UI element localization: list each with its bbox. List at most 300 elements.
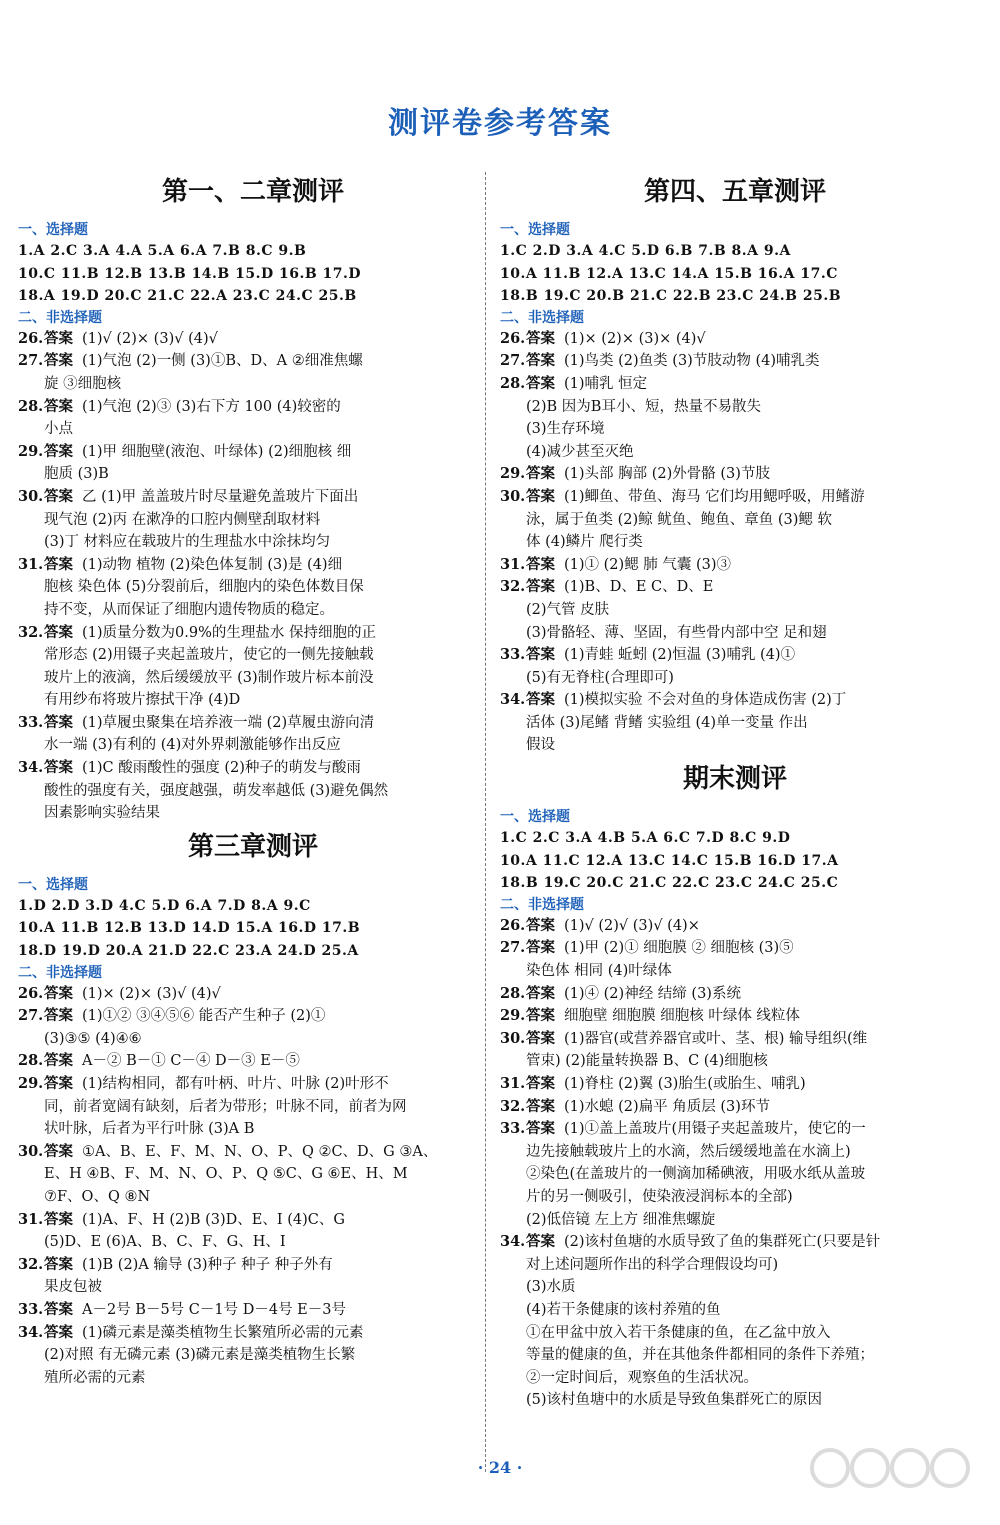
answer-line <box>18 1050 488 1073</box>
question-number <box>500 418 526 441</box>
question-number: 32. <box>18 623 44 641</box>
question-number: 34. <box>500 1233 526 1251</box>
question-number <box>500 599 526 622</box>
question-number: 27. <box>500 939 526 957</box>
question-number <box>500 667 526 690</box>
question-number <box>500 441 526 464</box>
answer-text: 常形态 (2)用镊子夹起盖玻片，使它的一侧先接触载 <box>44 647 374 664</box>
question-number: 26. <box>18 984 44 1002</box>
answer-text: (1)④ (2)神经 结缔 (3)系统 <box>564 985 741 1002</box>
nonchoice-section-label: 二、非选择题 <box>500 309 584 326</box>
choice-section-label: 一、选择题 <box>500 809 570 826</box>
answer-text: 酸性的强度有关，强度越强，萌发率越低 (3)避免偶然 <box>44 782 389 799</box>
answer-line <box>500 1322 970 1345</box>
question-number <box>18 667 44 690</box>
question-number <box>500 1050 526 1073</box>
answer-line <box>500 328 970 351</box>
answer-line <box>18 1005 488 1028</box>
question-number: 33. <box>18 713 44 731</box>
answer-line <box>18 1118 488 1141</box>
question-number <box>500 1299 526 1322</box>
answer-section <box>18 176 488 825</box>
answer-tag: 答案 <box>44 1255 73 1273</box>
question-number <box>18 1163 44 1186</box>
answer-line <box>18 396 488 419</box>
answer-line <box>500 1096 970 1119</box>
answer-text: 玻片上的液滴，然后缓缓放平 (3)制作玻片标本前没 <box>44 669 374 686</box>
answer-line <box>18 441 488 464</box>
answer-text: (1)器官(或营养器官或叶、茎、根) 输导组织(维 <box>564 1030 868 1047</box>
answer-text: (1)甲 (2)① 细胞膜 ② 细胞核 (3)⑤ <box>564 940 794 957</box>
choice-answers-line: 1.A 2.C 3.A 4.A 5.A 6.A 7.B 8.C 9.B <box>18 243 307 259</box>
answer-tag: 答案 <box>526 1075 555 1092</box>
answer-text: (1)脊柱 (2)翼 (3)胎生(或胎生、哺乳) <box>564 1076 806 1092</box>
answer-text: ①在甲盆中放入若干条健康的鱼，在乙盆中放入 <box>526 1324 831 1341</box>
answer-text: (2)B 因为B耳小、短，热量不易散失 <box>526 398 761 415</box>
answer-line <box>18 712 488 735</box>
question-number <box>18 509 44 532</box>
answer-line <box>500 644 970 667</box>
question-number <box>18 463 44 486</box>
answer-tag: 答案 <box>44 623 73 641</box>
answer-line <box>500 554 970 577</box>
answer-text: (1)质量分数为0.9%的生理盐水 保持细胞的正 <box>82 624 376 641</box>
answer-line <box>18 373 488 396</box>
answer-text: (3)生存环境 <box>526 421 605 438</box>
left-column <box>18 170 488 1389</box>
question-number <box>500 960 526 983</box>
answer-line <box>500 960 970 983</box>
answer-tag: 答案 <box>526 1120 555 1138</box>
answer-tag: 答案 <box>44 1075 73 1092</box>
answer-tag: 答案 <box>526 555 555 573</box>
answer-text: (5)D、E (6)A、B、C、F、G、H、I <box>44 1234 286 1251</box>
answer-text: (4)若干条健康的该村养殖的鱼 <box>526 1301 721 1318</box>
answer-text: (1)动物 植物 (2)染色体复制 (3)是 (4)细 <box>82 556 343 573</box>
answer-line <box>500 1367 970 1390</box>
answer-tag: 答案 <box>526 1097 555 1115</box>
answer-tag: 答案 <box>44 759 73 777</box>
answer-line <box>500 486 970 509</box>
answer-line <box>500 1186 970 1209</box>
answer-line <box>18 1028 488 1051</box>
answer-text: 管束) (2)能量转换器 B、C (4)细胞核 <box>526 1053 768 1070</box>
answer-text: E、H ④B、F、M、N、O、P、Q ⑤C、G ⑥E、H、M <box>44 1166 408 1183</box>
answer-text: 持不变，从而保证了细胞内遗传物质的稳定。 <box>44 601 334 618</box>
answer-text: 乙 (1)甲 盖盖玻片时尽量避免盖玻片下面出 <box>82 488 359 505</box>
question-number <box>500 1163 526 1186</box>
answer-text: ②一定时间后，观察鱼的生活状况。 <box>526 1369 758 1386</box>
answer-line <box>500 1209 970 1232</box>
answer-text: (1)头部 胸部 (2)外骨骼 (3)节肢 <box>564 466 770 483</box>
answer-line <box>500 1141 970 1164</box>
question-number <box>18 418 44 441</box>
question-number: 33. <box>500 1120 526 1138</box>
question-number: 32. <box>500 1097 526 1115</box>
answer-line <box>18 554 488 577</box>
question-number <box>500 622 526 645</box>
answer-tag: 答案 <box>526 1007 555 1025</box>
question-number <box>500 1389 526 1412</box>
question-number <box>500 712 526 735</box>
answer-line <box>500 937 970 960</box>
choice-answers-line: 10.A 11.C 12.A 13.C 14.C 15.B 16.D 17.A <box>500 852 839 869</box>
right-column <box>500 170 970 1412</box>
question-number <box>18 373 44 396</box>
answer-text: ⑦F、O、Q ⑧N <box>44 1188 151 1205</box>
answer-text: (3)骨骼轻、薄、坚固，有些骨内部中空 足和翅 <box>526 624 827 641</box>
answer-text: (1)C 酸雨酸性的强度 (2)种子的萌发与酸雨 <box>82 760 361 777</box>
answer-tag: 答案 <box>44 1210 73 1228</box>
answer-text: (1)B (2)A 输导 (3)种子 种子 种子外有 <box>82 1256 333 1273</box>
question-number <box>500 1367 526 1390</box>
answer-tag: 答案 <box>526 939 555 957</box>
chapter-title: 期末测评 <box>682 764 787 795</box>
answer-text: (1)√ (2)× (3)√ (4)√ <box>82 330 218 347</box>
question-number <box>500 1209 526 1232</box>
answer-line <box>500 1231 970 1254</box>
answer-line <box>18 1344 488 1367</box>
answer-line <box>18 802 488 825</box>
answer-text: (1)× (2)× (3)× (4)√ <box>564 330 706 347</box>
answer-tag: 答案 <box>44 397 73 415</box>
answer-section <box>18 831 488 1389</box>
answer-line <box>18 486 488 509</box>
answer-text: (3)丁 材料应在载玻片的生理盐水中涂抹均匀 <box>44 534 331 551</box>
question-number <box>18 1367 44 1390</box>
question-number <box>18 644 44 667</box>
bullet-right: · <box>511 1458 523 1477</box>
answer-tag: 答案 <box>526 1029 555 1047</box>
nonchoice-section-label: 二、非选择题 <box>18 309 102 326</box>
answer-tag: 答案 <box>526 984 555 1002</box>
choice-answers-line: 1.D 2.D 3.D 4.C 5.D 6.A 7.D 8.A 9.C <box>18 897 311 914</box>
choice-section-label: 一、选择题 <box>18 876 88 893</box>
answer-line <box>500 599 970 622</box>
answer-text: ①A、B、E、F、M、N、O、P、Q ②C、D、G ③A、 <box>82 1143 438 1160</box>
answer-tag: 答案 <box>44 1323 73 1341</box>
question-number: 28. <box>500 984 526 1002</box>
question-number: 29. <box>18 442 44 460</box>
answer-text: (1)①盖上盖玻片(用镊子夹起盖玻片，使它的一 <box>564 1121 866 1138</box>
answer-line <box>18 622 488 645</box>
answer-line <box>18 509 488 532</box>
answer-tag: 答案 <box>44 1052 73 1070</box>
question-number <box>18 1096 44 1119</box>
answer-text: (2)气管 皮肤 <box>526 601 610 618</box>
answer-line <box>18 328 488 351</box>
answer-text: ②染色(在盖玻片的一侧滴加稀碘液，用吸水纸从盖玻 <box>526 1166 866 1183</box>
question-number: 33. <box>18 1300 44 1318</box>
answer-line <box>500 531 970 554</box>
choice-answers-line: 1.C 2.C 3.A 4.B 5.A 6.C 7.D 8.C 9.D <box>500 830 791 847</box>
choice-answers-line: 10.A 11.B 12.B 13.D 14.D 15.A 16.D 17.B <box>18 920 361 937</box>
question-number: 28. <box>18 397 44 415</box>
question-number <box>500 509 526 532</box>
answer-section <box>500 176 970 757</box>
answer-text: 活体 (3)尾鳍 背鳍 实验组 (4)单一变量 作出 <box>526 714 808 731</box>
choice-answers-line: 18.B 19.C 20.B 21.C 22.B 23.C 24.B 25.B <box>500 288 842 305</box>
answer-line <box>500 350 970 373</box>
answer-text: (1)气泡 (2)一侧 (3)①B、D、A ②细准焦螺 <box>82 353 363 370</box>
question-number <box>18 1231 44 1254</box>
answer-text: (5)有无脊柱(合理即可) <box>526 669 674 686</box>
question-number: 33. <box>500 646 526 664</box>
question-number <box>18 1186 44 1209</box>
question-number <box>500 531 526 554</box>
answer-line <box>18 1141 488 1164</box>
question-number: 28. <box>500 374 526 392</box>
answer-text: 有用纱布将玻片擦拭干净 (4)D <box>44 692 241 709</box>
answer-line <box>500 1050 970 1073</box>
answer-text: (2)该村鱼塘的水质导致了鱼的集群死亡(只要是针 <box>564 1234 881 1251</box>
answer-line <box>18 1073 488 1096</box>
choice-answers-line: 1.C 2.D 3.A 4.C 5.D 6.B 7.B 8.A 9.A <box>500 243 791 259</box>
page-number-value: 24 <box>488 1458 512 1477</box>
question-number: 31. <box>18 1210 44 1228</box>
question-number <box>500 1322 526 1345</box>
question-number <box>500 396 526 419</box>
answer-line <box>18 1299 488 1322</box>
answer-text: (1)× (2)× (3)√ (4)√ <box>82 985 221 1002</box>
question-number: 26. <box>500 329 526 347</box>
chapter-title: 第三章测评 <box>187 831 318 862</box>
question-number: 29. <box>500 1007 526 1025</box>
answer-tag: 答案 <box>44 352 73 370</box>
answer-text: 对上述问题所作出的科学合理假设均可) <box>526 1256 779 1273</box>
answer-tag: 答案 <box>526 916 555 934</box>
answer-line <box>18 757 488 780</box>
question-number <box>18 599 44 622</box>
answer-tag: 答案 <box>44 1142 73 1160</box>
answer-line <box>500 734 970 757</box>
answer-line <box>500 622 970 645</box>
answer-line <box>18 576 488 599</box>
question-number <box>500 1276 526 1299</box>
question-number: 26. <box>18 329 44 347</box>
answer-line <box>500 441 970 464</box>
answer-line <box>18 531 488 554</box>
watermark-logo <box>805 1443 980 1513</box>
answer-text: 泳，属于鱼类 (2)鲸 鱿鱼、鲍鱼、章鱼 (3)鳃 软 <box>526 511 833 528</box>
chapter-title: 第一、二章测评 <box>161 177 344 207</box>
answer-line <box>18 1231 488 1254</box>
answer-text: 体 (4)鳞片 爬行类 <box>526 534 643 551</box>
question-number: 30. <box>18 487 44 505</box>
answer-line <box>18 1096 488 1119</box>
answer-tag: 答案 <box>44 713 73 731</box>
answer-section <box>500 763 970 1412</box>
answer-line <box>18 780 488 803</box>
answer-text: (1)鲫鱼、带鱼、海马 它们均用鳃呼吸，用鳍游 <box>564 488 865 505</box>
answer-line <box>500 983 970 1006</box>
chapter-title: 第四、五章测评 <box>643 177 826 207</box>
answer-line <box>18 689 488 712</box>
question-number: 32. <box>18 1255 44 1273</box>
choice-section-label: 一、选择题 <box>500 222 570 238</box>
answer-line <box>500 667 970 690</box>
answer-text: 细胞壁 细胞膜 细胞核 叶绿体 线粒体 <box>564 1008 800 1025</box>
answer-text: 染色体 相同 (4)叶绿体 <box>526 963 672 980</box>
question-number <box>18 802 44 825</box>
answer-line <box>18 1186 488 1209</box>
question-number: 31. <box>500 555 526 573</box>
answer-tag: 答案 <box>526 1233 555 1251</box>
question-number <box>18 1344 44 1367</box>
answer-text: (5)该村鱼塘中的水质是导致鱼集群死亡的原因 <box>526 1392 823 1409</box>
answer-text: (3)③⑤ (4)④⑥ <box>44 1030 142 1047</box>
answer-tag: 答案 <box>526 691 555 709</box>
answer-text: 等量的健康的鱼，并在其他条件都相同的条件下养殖； <box>526 1347 874 1364</box>
answer-line <box>500 1344 970 1367</box>
question-number <box>18 1028 44 1051</box>
answer-line <box>500 712 970 735</box>
answer-line <box>500 1118 970 1141</box>
answer-text: 同，前者宽阔有缺刻，后者为带形；叶脉不同，前者为网 <box>44 1098 407 1115</box>
question-number <box>18 734 44 757</box>
answer-line <box>500 1073 970 1096</box>
question-number <box>18 780 44 803</box>
answer-text: 边先接触载玻片上的水滴，然后缓缓地盖在水滴上) <box>526 1143 851 1160</box>
answer-text: (1)水螅 (2)扁平 角质层 (3)环节 <box>564 1098 770 1115</box>
answer-text: 胞质 (3)B <box>44 466 109 483</box>
answer-line <box>500 576 970 599</box>
question-number: 28. <box>18 1052 44 1070</box>
answer-line <box>500 1163 970 1186</box>
answer-text: 片的另一侧吸引，使染液浸润标本的全部) <box>526 1188 793 1205</box>
answer-line <box>500 1299 970 1322</box>
choice-answers-line: 10.C 11.B 12.B 13.B 14.B 15.D 16.B 17.D <box>18 265 362 282</box>
answer-line <box>500 373 970 396</box>
answer-text: (4)减少甚至灭绝 <box>526 443 634 460</box>
answer-line <box>18 644 488 667</box>
question-number: 31. <box>500 1075 526 1092</box>
question-number: 30. <box>18 1142 44 1160</box>
choice-answers-line: 10.A 11.B 12.A 13.C 14.A 15.B 16.A 17.C <box>500 265 838 282</box>
answer-tag: 答案 <box>526 352 555 370</box>
answer-line <box>18 1163 488 1186</box>
question-number <box>18 1118 44 1141</box>
answer-tag: 答案 <box>44 984 73 1002</box>
choice-answers-line: 18.B 19.C 20.C 21.C 22.C 23.C 24.C 25.C <box>500 875 839 892</box>
question-number: 34. <box>500 691 526 709</box>
answer-text: (1)A、F、H (2)B (3)D、E、I (4)C、G <box>82 1211 345 1228</box>
question-number <box>500 1141 526 1164</box>
answer-tag: 答案 <box>526 465 555 483</box>
answer-text: (1)磷元素是藻类植物生长繁殖所必需的元素 <box>82 1324 364 1341</box>
question-number: 34. <box>18 759 44 777</box>
question-number: 30. <box>500 487 526 505</box>
answer-text: (2)低倍镜 左上方 细准焦螺旋 <box>526 1211 716 1228</box>
answer-line <box>500 1254 970 1277</box>
answer-text: 水一端 (3)有利的 (4)对外界刺激能够作出反应 <box>44 737 341 754</box>
question-number: 27. <box>18 352 44 370</box>
choice-answers-line: 18.D 19.D 20.A 21.D 22.C 23.A 24.D 25.A <box>18 943 359 960</box>
question-number <box>18 689 44 712</box>
answer-line <box>500 915 970 938</box>
answer-text: A－2号 B－5号 C－1号 D－4号 E－3号 <box>82 1301 346 1318</box>
answer-text: 假设 <box>526 737 555 754</box>
question-number: 32. <box>500 578 526 596</box>
question-number: 34. <box>18 1323 44 1341</box>
choice-section-label: 一、选择题 <box>18 222 88 238</box>
answer-line <box>500 1028 970 1051</box>
question-number <box>18 1276 44 1299</box>
answer-line <box>500 689 970 712</box>
answer-line <box>18 350 488 373</box>
answer-tag: 答案 <box>44 487 73 505</box>
answer-line <box>18 599 488 622</box>
answer-text: (1)① (2)鳃 肺 气囊 (3)③ <box>564 556 732 573</box>
answer-text: (1)B、D、E C、D、E <box>564 579 714 596</box>
answer-tag: 答案 <box>526 329 555 347</box>
nonchoice-section-label: 二、非选择题 <box>500 896 584 913</box>
question-number <box>500 1186 526 1209</box>
answer-line <box>500 1276 970 1299</box>
question-number: 29. <box>500 465 526 483</box>
answer-text: 果皮包被 <box>44 1279 102 1296</box>
question-number <box>18 576 44 599</box>
answer-line <box>18 983 488 1006</box>
question-number <box>500 1254 526 1277</box>
question-number: 27. <box>500 352 526 370</box>
answer-tag: 答案 <box>44 555 73 573</box>
answer-line <box>18 1367 488 1390</box>
answer-line <box>500 1389 970 1412</box>
question-number: 26. <box>500 916 526 934</box>
answer-text: (1)哺乳 恒定 <box>564 375 648 392</box>
question-number <box>500 734 526 757</box>
answer-text: 小点 <box>44 421 73 438</box>
bullet-left: · <box>477 1458 489 1477</box>
answer-line <box>18 734 488 757</box>
answer-text: (1)草履虫聚集在培养液一端 (2)草履虫游向清 <box>82 714 375 731</box>
answer-text: (1)鸟类 (2)鱼类 (3)节肢动物 (4)哺乳类 <box>564 353 820 370</box>
choice-answers-line: 18.A 19.D 20.C 21.C 22.A 23.C 24.C 25.B <box>18 288 357 305</box>
answer-text: 因素影响实验结果 <box>44 805 160 822</box>
answer-text: 胞核 染色体 (5)分裂前后，细胞内的染色体数目保 <box>44 579 364 596</box>
answer-tag: 答案 <box>526 578 555 596</box>
answer-line <box>18 1322 488 1345</box>
answer-tag: 答案 <box>526 487 555 505</box>
answer-text: 现气泡 (2)丙 在漱净的口腔内侧壁刮取材料 <box>44 511 321 528</box>
answer-line <box>500 1005 970 1028</box>
answer-text: (1)青蛙 蚯蚓 (2)恒温 (3)哺乳 (4)① <box>564 647 796 664</box>
question-number: 31. <box>18 555 44 573</box>
answer-text: (1)结构相同，都有叶柄、叶片、叶脉 (2)叶形不 <box>82 1076 389 1092</box>
answer-tag: 答案 <box>44 329 73 347</box>
question-number <box>18 531 44 554</box>
answer-tag: 答案 <box>44 442 73 460</box>
answer-line <box>18 463 488 486</box>
answer-line <box>500 418 970 441</box>
answer-tag: 答案 <box>526 646 555 664</box>
nonchoice-section-label: 二、非选择题 <box>18 964 102 981</box>
answer-line <box>500 509 970 532</box>
answer-line <box>18 418 488 441</box>
answer-text: (1)气泡 (2)③ (3)右下方 100 (4)较密的 <box>82 398 341 415</box>
answer-text: (1)甲 细胞壁(液泡、叶绿体) (2)细胞核 细 <box>82 443 352 460</box>
answer-line <box>18 1209 488 1232</box>
question-number: 29. <box>18 1075 44 1092</box>
answer-text: A－② B－① C－④ D－③ E－⑤ <box>82 1053 300 1070</box>
answer-line <box>18 1276 488 1299</box>
answer-line <box>500 463 970 486</box>
answer-tag: 答案 <box>44 1300 73 1318</box>
question-number: 27. <box>18 1007 44 1025</box>
answer-text: (3)水质 <box>526 1279 576 1296</box>
answer-text: 殖所必需的元素 <box>44 1369 146 1386</box>
